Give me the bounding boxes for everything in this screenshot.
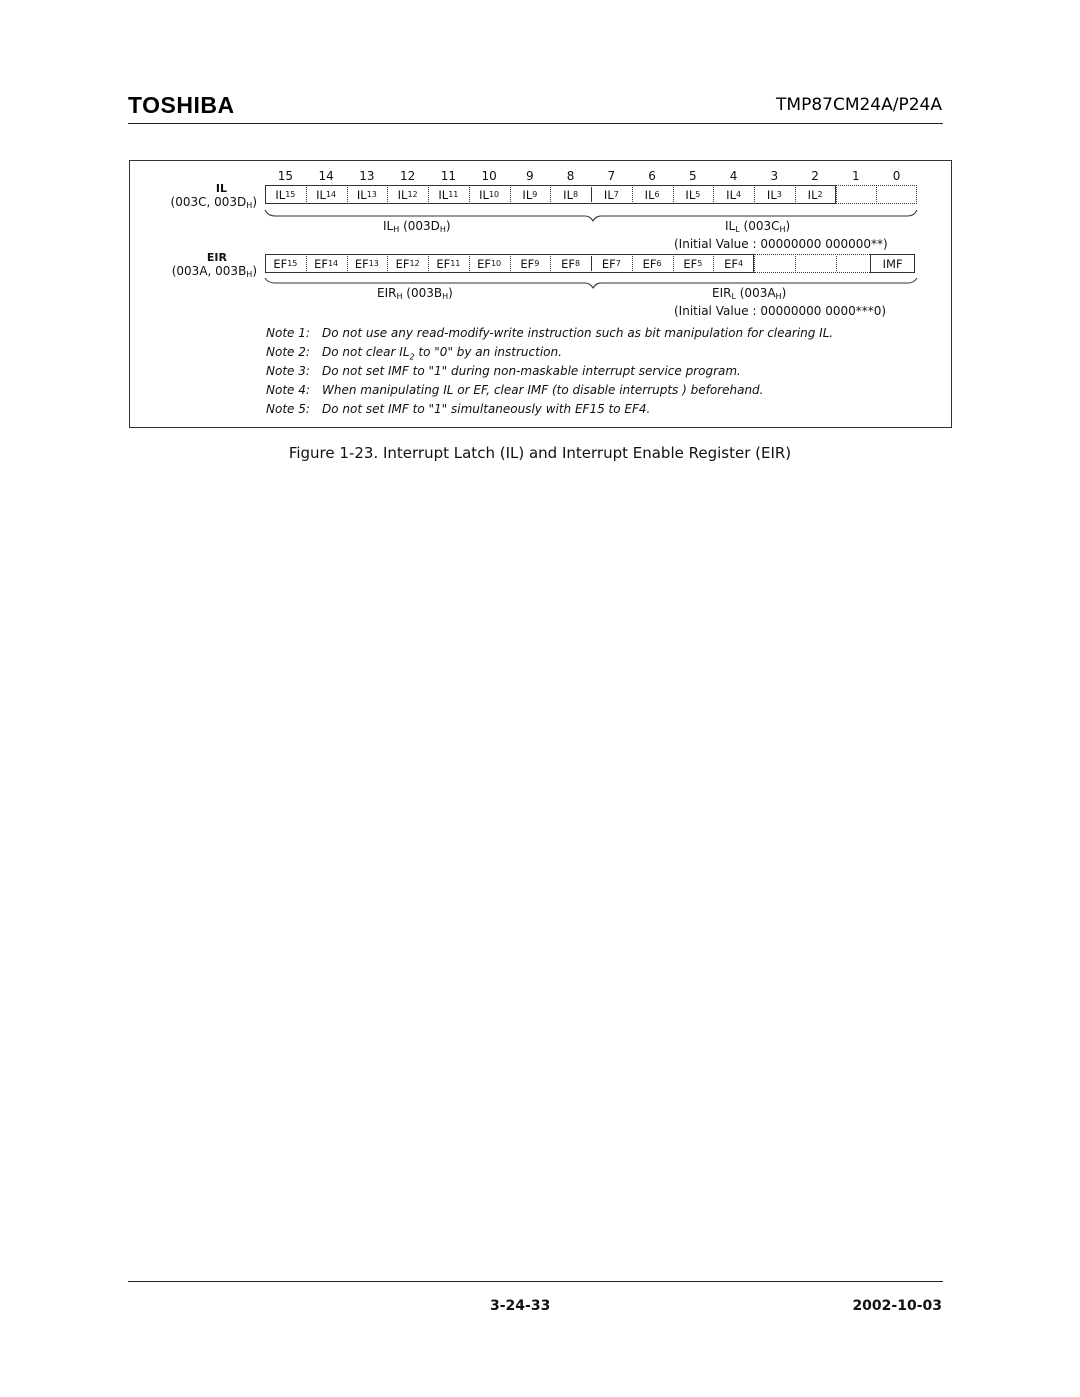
note-label: Note 4: [266,383,310,397]
bit-number: 5 [689,169,697,183]
eir-bit-cell: EF 5 [683,256,703,271]
part-number: TMP87CM24A/P24A [776,95,942,115]
note-5 [266,402,650,416]
eir-bit-cell: EF 12 [395,256,420,271]
bit-number: 8 [566,169,575,183]
eir-high-label: $EIR_H$ $(003B_H)$ [377,286,453,301]
il-bit-cell: IL 8 [563,187,579,202]
note-text: When manipulating IL or EF, clear IMF (to disable interrupts ) beforehand. [322,383,764,397]
bit-number: 1 [852,169,860,183]
il-bit-cell: IL 5 [685,187,701,202]
eir-bit-cell: EF 8 [561,256,581,271]
bit-number: 15 [277,169,294,183]
note-1 [266,326,833,340]
bit-number: 11 [440,169,457,183]
eir-bit-cell: EF 4 [724,256,744,271]
bit-number: 2 [811,169,819,183]
il-bit-cell: IL 14 [316,187,337,202]
bit-number: 4 [729,169,738,183]
eir-bit-cell: EF 9 [520,256,540,271]
eir-bit-cell: EF 14 [314,256,339,271]
il-high-label: $IL_H$ $(003D_H)$ [383,219,451,234]
page-number: 3-24-33 [490,1298,551,1314]
byte-braces [0,0,1080,400]
note-2 [266,345,562,361]
il-bit-cell: IL 7 [603,187,619,202]
note-text: Do not set IMF to "1" during non-maskable interrupt service program. [322,364,741,378]
bit-number: 14 [318,169,334,183]
footer-rule [128,1281,943,1282]
il-low-label: $IL_L$ $(003C_H)$ [725,219,791,234]
eir-bit-cell: EF 10 [477,256,502,271]
document-date: 2002-10-03 [852,1298,942,1314]
eir-low-label: $EIR_L$ $(003A_H)$ [712,286,787,301]
note-text: Do not set IMF to "1" simultaneously with EF15 to EF4. [322,402,651,416]
il-bit-cell: IL 13 [356,187,377,202]
eir-name: EIR [206,251,227,264]
eir-address: (003A, $003B_H$) [171,264,257,279]
bit-number: 7 [607,169,616,183]
note-text: Do not clear $IL_2$ to "0" by an instruction. [322,345,562,362]
il-bit-cell: IL 3 [766,187,782,202]
eir-bit-cell: IMF [870,254,915,273]
note-text: Do not use any read-modify-write instruction such as bit manipulation for clearing IL. [322,326,834,340]
bit-number: 13 [359,169,375,183]
eir-bit-cell: EF 15 [273,256,298,271]
bit-number: 3 [770,169,779,183]
eir-bit-cell: EF 11 [436,256,461,271]
eir-bit-cell: EF 7 [601,256,621,271]
il-address: (003C, $003D_H$) [170,195,257,210]
eir-initial-value: (Initial Value : 00000000 0000***0) [674,304,887,318]
bit-number: 6 [648,169,656,183]
il-initial-value: (Initial Value : 00000000 000000**) [674,237,888,251]
figure-caption: Figure 1-23. Interrupt Latch (IL) and Interrupt Enable Register (EIR) [288,444,792,462]
note-label: Note 1: [266,326,310,340]
il-bit-cell: IL 11 [438,187,459,202]
toshiba-logo: TOSHIBA [128,92,235,118]
bit-number: 9 [526,169,534,183]
bit-number: 10 [481,169,497,183]
bit-number: 12 [399,169,416,183]
eir-bit-cell: EF 6 [642,256,662,271]
il-bit-cell: IL 15 [275,187,296,202]
bit-number: 0 [892,169,901,183]
il-bit-cell: IL 4 [726,187,742,202]
il-bit-cell: IL 12 [397,187,418,202]
il-bit-cell: IL 2 [807,187,823,202]
note-3 [266,364,741,378]
il-bit-cell: IL 6 [644,187,660,202]
note-4 [266,383,763,397]
il-bit-cell: IL 10 [479,187,500,202]
note-label: Note 5: [266,402,310,416]
note-label: Note 2: [266,345,310,359]
il-bit-cell: IL 9 [522,187,538,202]
note-label: Note 3: [266,364,310,378]
eir-bit-cell: EF 13 [354,256,379,271]
il-name: IL [215,182,227,195]
